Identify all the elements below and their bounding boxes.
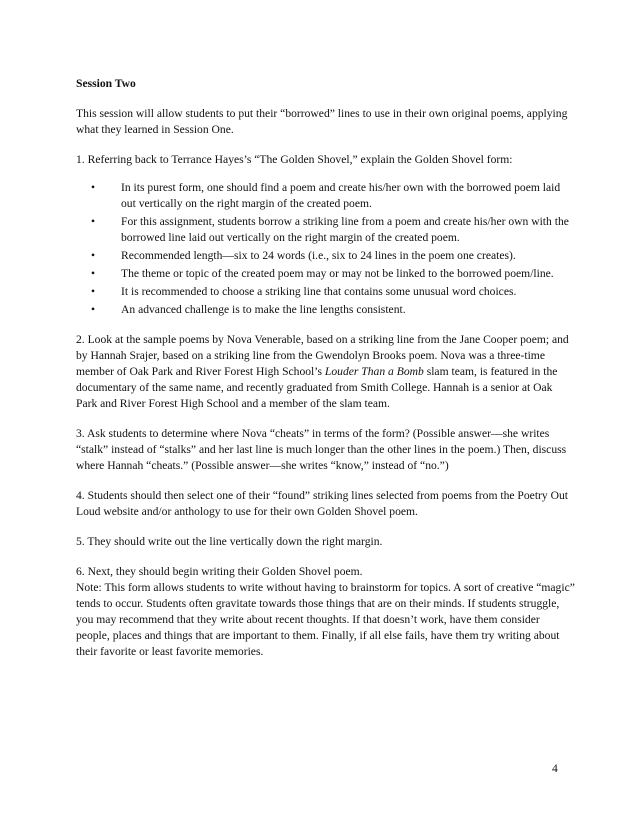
bullet-item: [87, 302, 576, 318]
bullet-text: Recommended length—six to 24 words (i.e., six to 24 lines in the poem one creates).: [121, 249, 516, 262]
bullet-icon: •: [91, 181, 96, 194]
bullet-icon: •: [91, 303, 96, 316]
page-content: [76, 76, 576, 674]
step-5-paragraph: 5. They should write out the line vertically down the right margin.: [76, 535, 383, 548]
bullet-item: [87, 266, 576, 282]
bullet-item: [87, 214, 576, 246]
documentary-title: Louder Than a Bomb: [324, 365, 424, 378]
bullet-icon: •: [91, 285, 96, 298]
bullet-text: In its purest form, one should find a poem and create his/her own with the borrowed poem laid out vertically on the right margin of the created poem.: [121, 181, 561, 210]
step-2-text-before: 2. Look at the sample poems by Nova Venerable, based on a striking line from the Jane Cooper poem; and by Hannah Srajer, based on a striking line from the Gwendolyn Brooks poem. Nova was a three-time member of Oak Park and River Forest High School’s: [76, 333, 569, 378]
bullet-text: An advanced challenge is to make the line lengths consistent.: [121, 303, 406, 316]
bullet-text: For this assignment, students borrow a striking line from a poem and create his/her own with the borrowed line laid out vertically on the right margin of the created poem.: [121, 215, 569, 244]
bullet-item: [87, 248, 576, 264]
bullet-text: It is recommended to choose a striking line that contains some unusual word choices.: [121, 285, 517, 298]
page-number: 4: [552, 762, 558, 775]
bullet-text: The theme or topic of the created poem may or may not be linked to the borrowed poem/line.: [121, 267, 554, 280]
bullet-icon: •: [91, 215, 96, 228]
bullet-item: [87, 180, 576, 212]
bullet-item: [87, 284, 576, 300]
intro-paragraph: This session will allow students to put their “borrowed” lines to use in their own original poems, applying what they learned in Session One.: [76, 107, 568, 136]
section-heading: Session Two: [76, 77, 136, 90]
bullet-icon: •: [91, 267, 96, 280]
note-paragraph: Note: This form allows students to write without having to brainstorm for topics. A sort of creative “magic” tends to occur. Students often gravitate towards those things that are on their minds. If students struggle, you may recommend that they write about recent thoughts. If that doesn’t work, have them consider people, places and things that are important to them. Finally, if all else fails, have them try writing about their favorite or least favorite memories.: [76, 581, 575, 658]
step-2-paragraph: [76, 332, 576, 412]
step-4-paragraph: 4. Students should then select one of their “found” striking lines selected from poems from the Poetry Out Loud website and/or anthology to use for their own Golden Shovel poem.: [76, 489, 568, 518]
step-3-paragraph: 3. Ask students to determine where Nova “cheats” in terms of the form? (Possible answer—she writes “stalk” instead of “stalks” and her last line is much longer than the other lines in the poem.) Then, discuss where Hannah “cheats.” (Possible answer—she writes “know,” instead of “no.”): [76, 427, 567, 472]
bullet-icon: •: [91, 249, 96, 262]
step-2-text-after: slam team, is featured in the documentary of the same name, and recently graduated from Smith College. Hannah is a senior at Oak Park and River Forest High School and a member of the slam team.: [76, 365, 558, 410]
step-1-paragraph: 1. Referring back to Terrance Hayes’s “The Golden Shovel,” explain the Golden Shovel form:: [76, 153, 513, 166]
step-6-paragraph: 6. Next, they should begin writing their Golden Shovel poem.: [76, 565, 363, 578]
golden-shovel-bullet-list: [76, 180, 576, 318]
